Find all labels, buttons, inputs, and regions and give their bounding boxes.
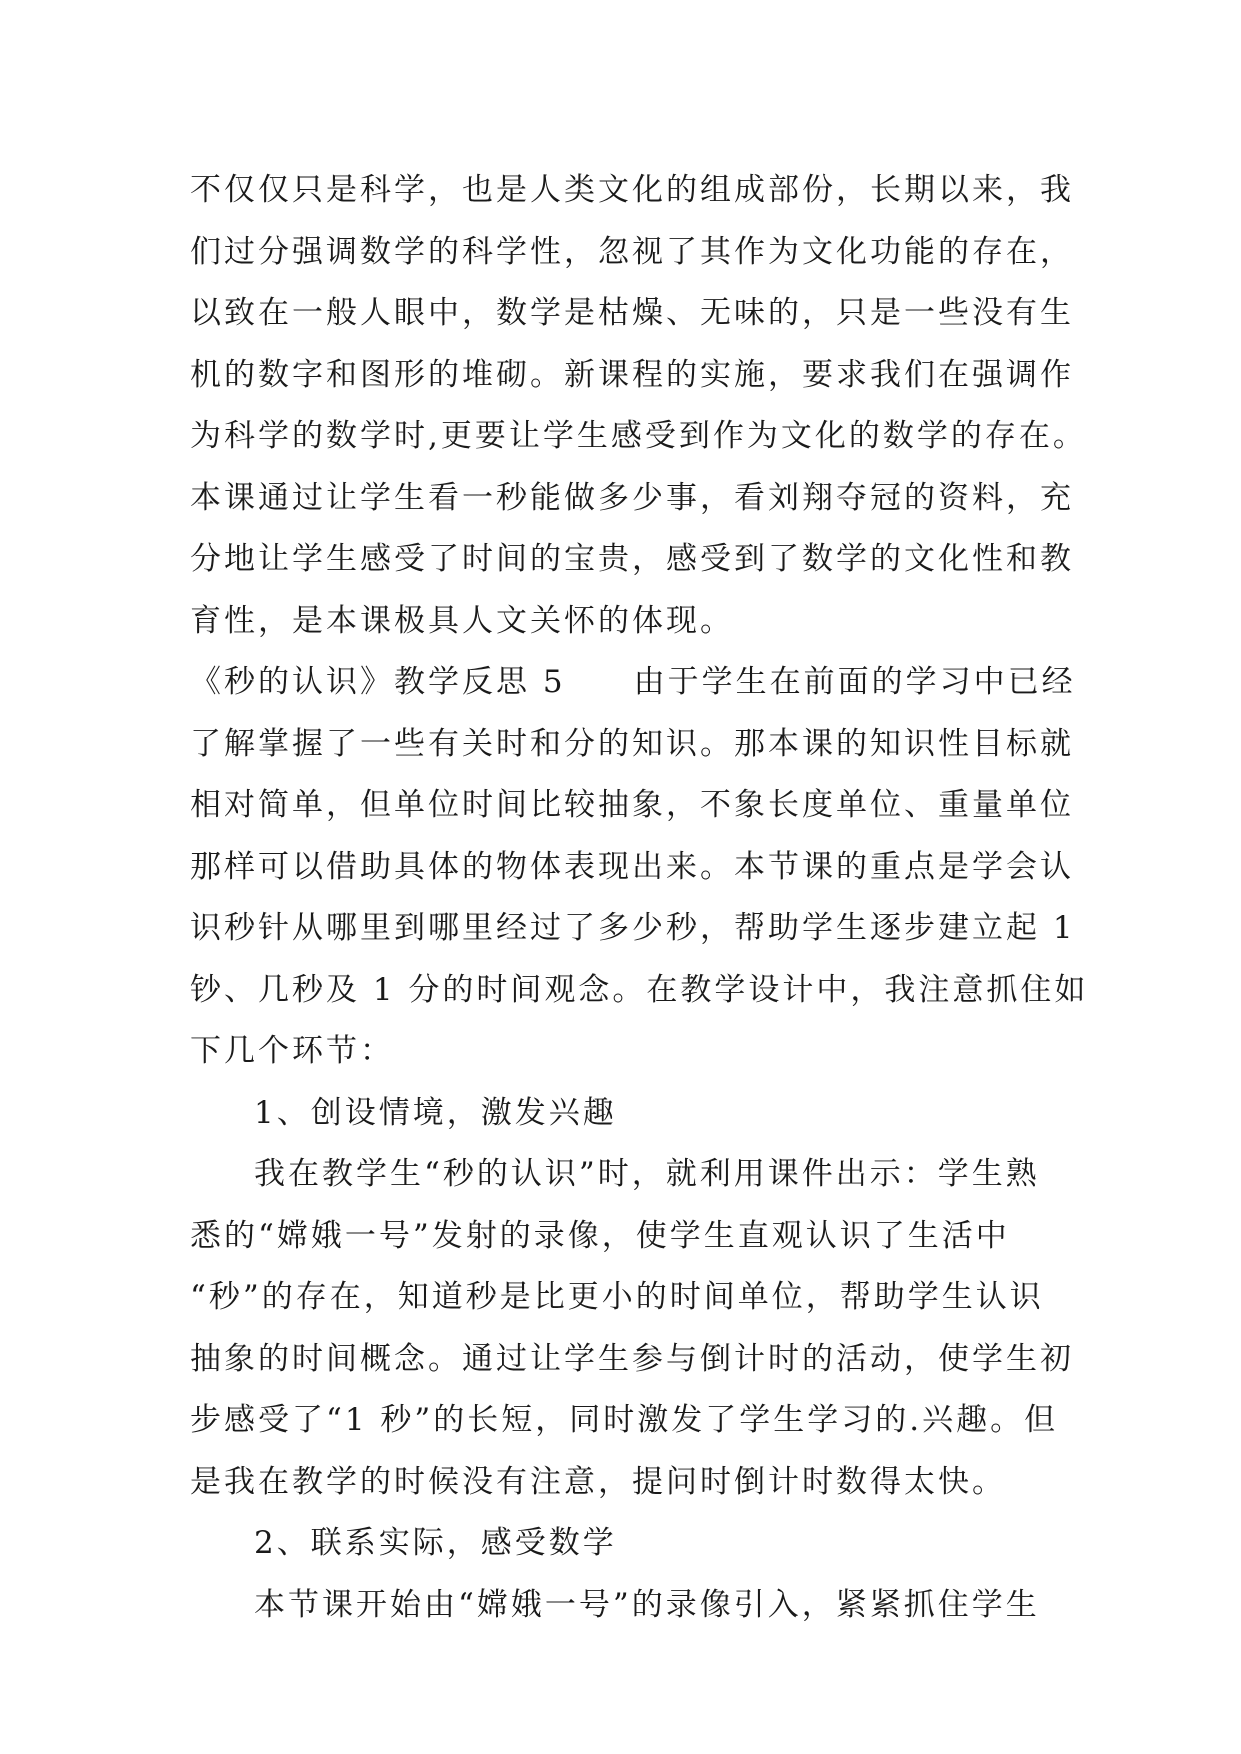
text-line: 机的数字和图形的堆砌。新课程的实施，要求我们在强调作 xyxy=(190,356,1074,393)
text-line: 是我在教学的时候没有注意，提问时倒计时数得太快。 xyxy=(190,1463,1006,1500)
text-line: 下几个环节： xyxy=(190,1033,394,1069)
text-line: “秒”的存在，知道秒是比更小的时间单位，帮助学生认识 xyxy=(190,1279,1044,1315)
text-line: 不仅仅只是科学，也是人类文化的组成部份，长期以来，我 xyxy=(190,172,1074,208)
text-line: 我在教学生“秒的认识”时，就利用课件出示：学生熟 xyxy=(254,1156,1040,1192)
text-line: 了解掌握了一些有关时和分的知识。那本课的知识性目标就 xyxy=(190,725,1074,762)
text-line: 那样可以借助具体的物体表现出来。本节课的重点是学会认 xyxy=(190,848,1074,885)
text-line: 步感受了“1 秒”的长短，同时激发了学生学习的.兴趣。但 xyxy=(190,1402,1059,1438)
document-body xyxy=(190,160,1089,1636)
text-line: 分地让学生感受了时间的宝贵，感受到了数学的文化性和教 xyxy=(190,541,1074,577)
text-line: 钞、几秒及 1 分的时间观念。在教学设计中，我注意抓住如 xyxy=(190,971,1089,1008)
text-line: 本课通过让学生看一秒能做多少事，看刘翔夺冠的资料，充 xyxy=(190,479,1074,516)
section-heading-line: 《秒的认识》教学反思 5 由于学生在前面的学习中已经 xyxy=(190,664,1076,700)
text-line: 相对简单，但单位时间比较抽象，不象长度单位、重量单位 xyxy=(190,787,1074,823)
subheading-line: 1、创设情境，激发兴趣 xyxy=(254,1094,617,1131)
subheading-line: 2、联系实际，感受数学 xyxy=(254,1525,617,1561)
text-line: 育性，是本课极具人文关怀的体现。 xyxy=(190,602,734,639)
text-line: 抽象的时间概念。通过让学生参与倒计时的活动，使学生初 xyxy=(190,1340,1074,1377)
text-line: 识秒针从哪里到哪里经过了多少秒，帮助学生逐步建立起 1 xyxy=(190,910,1076,946)
text-line: 为科学的数学时,更要让学生感受到作为文化的数学的存在。 xyxy=(190,418,1087,454)
text-line: 本节课开始由“嫦娥一号”的录像引入，紧紧抓住学生 xyxy=(254,1586,1040,1623)
text-line: 悉的“嫦娥一号”发射的录像，使学生直观认识了生活中 xyxy=(190,1217,1010,1254)
text-line: 们过分强调数学的科学性，忽视了其作为文化功能的存在， xyxy=(190,233,1074,270)
text-line: 以致在一般人眼中，数学是枯燥、无味的，只是一些没有生 xyxy=(190,295,1074,331)
